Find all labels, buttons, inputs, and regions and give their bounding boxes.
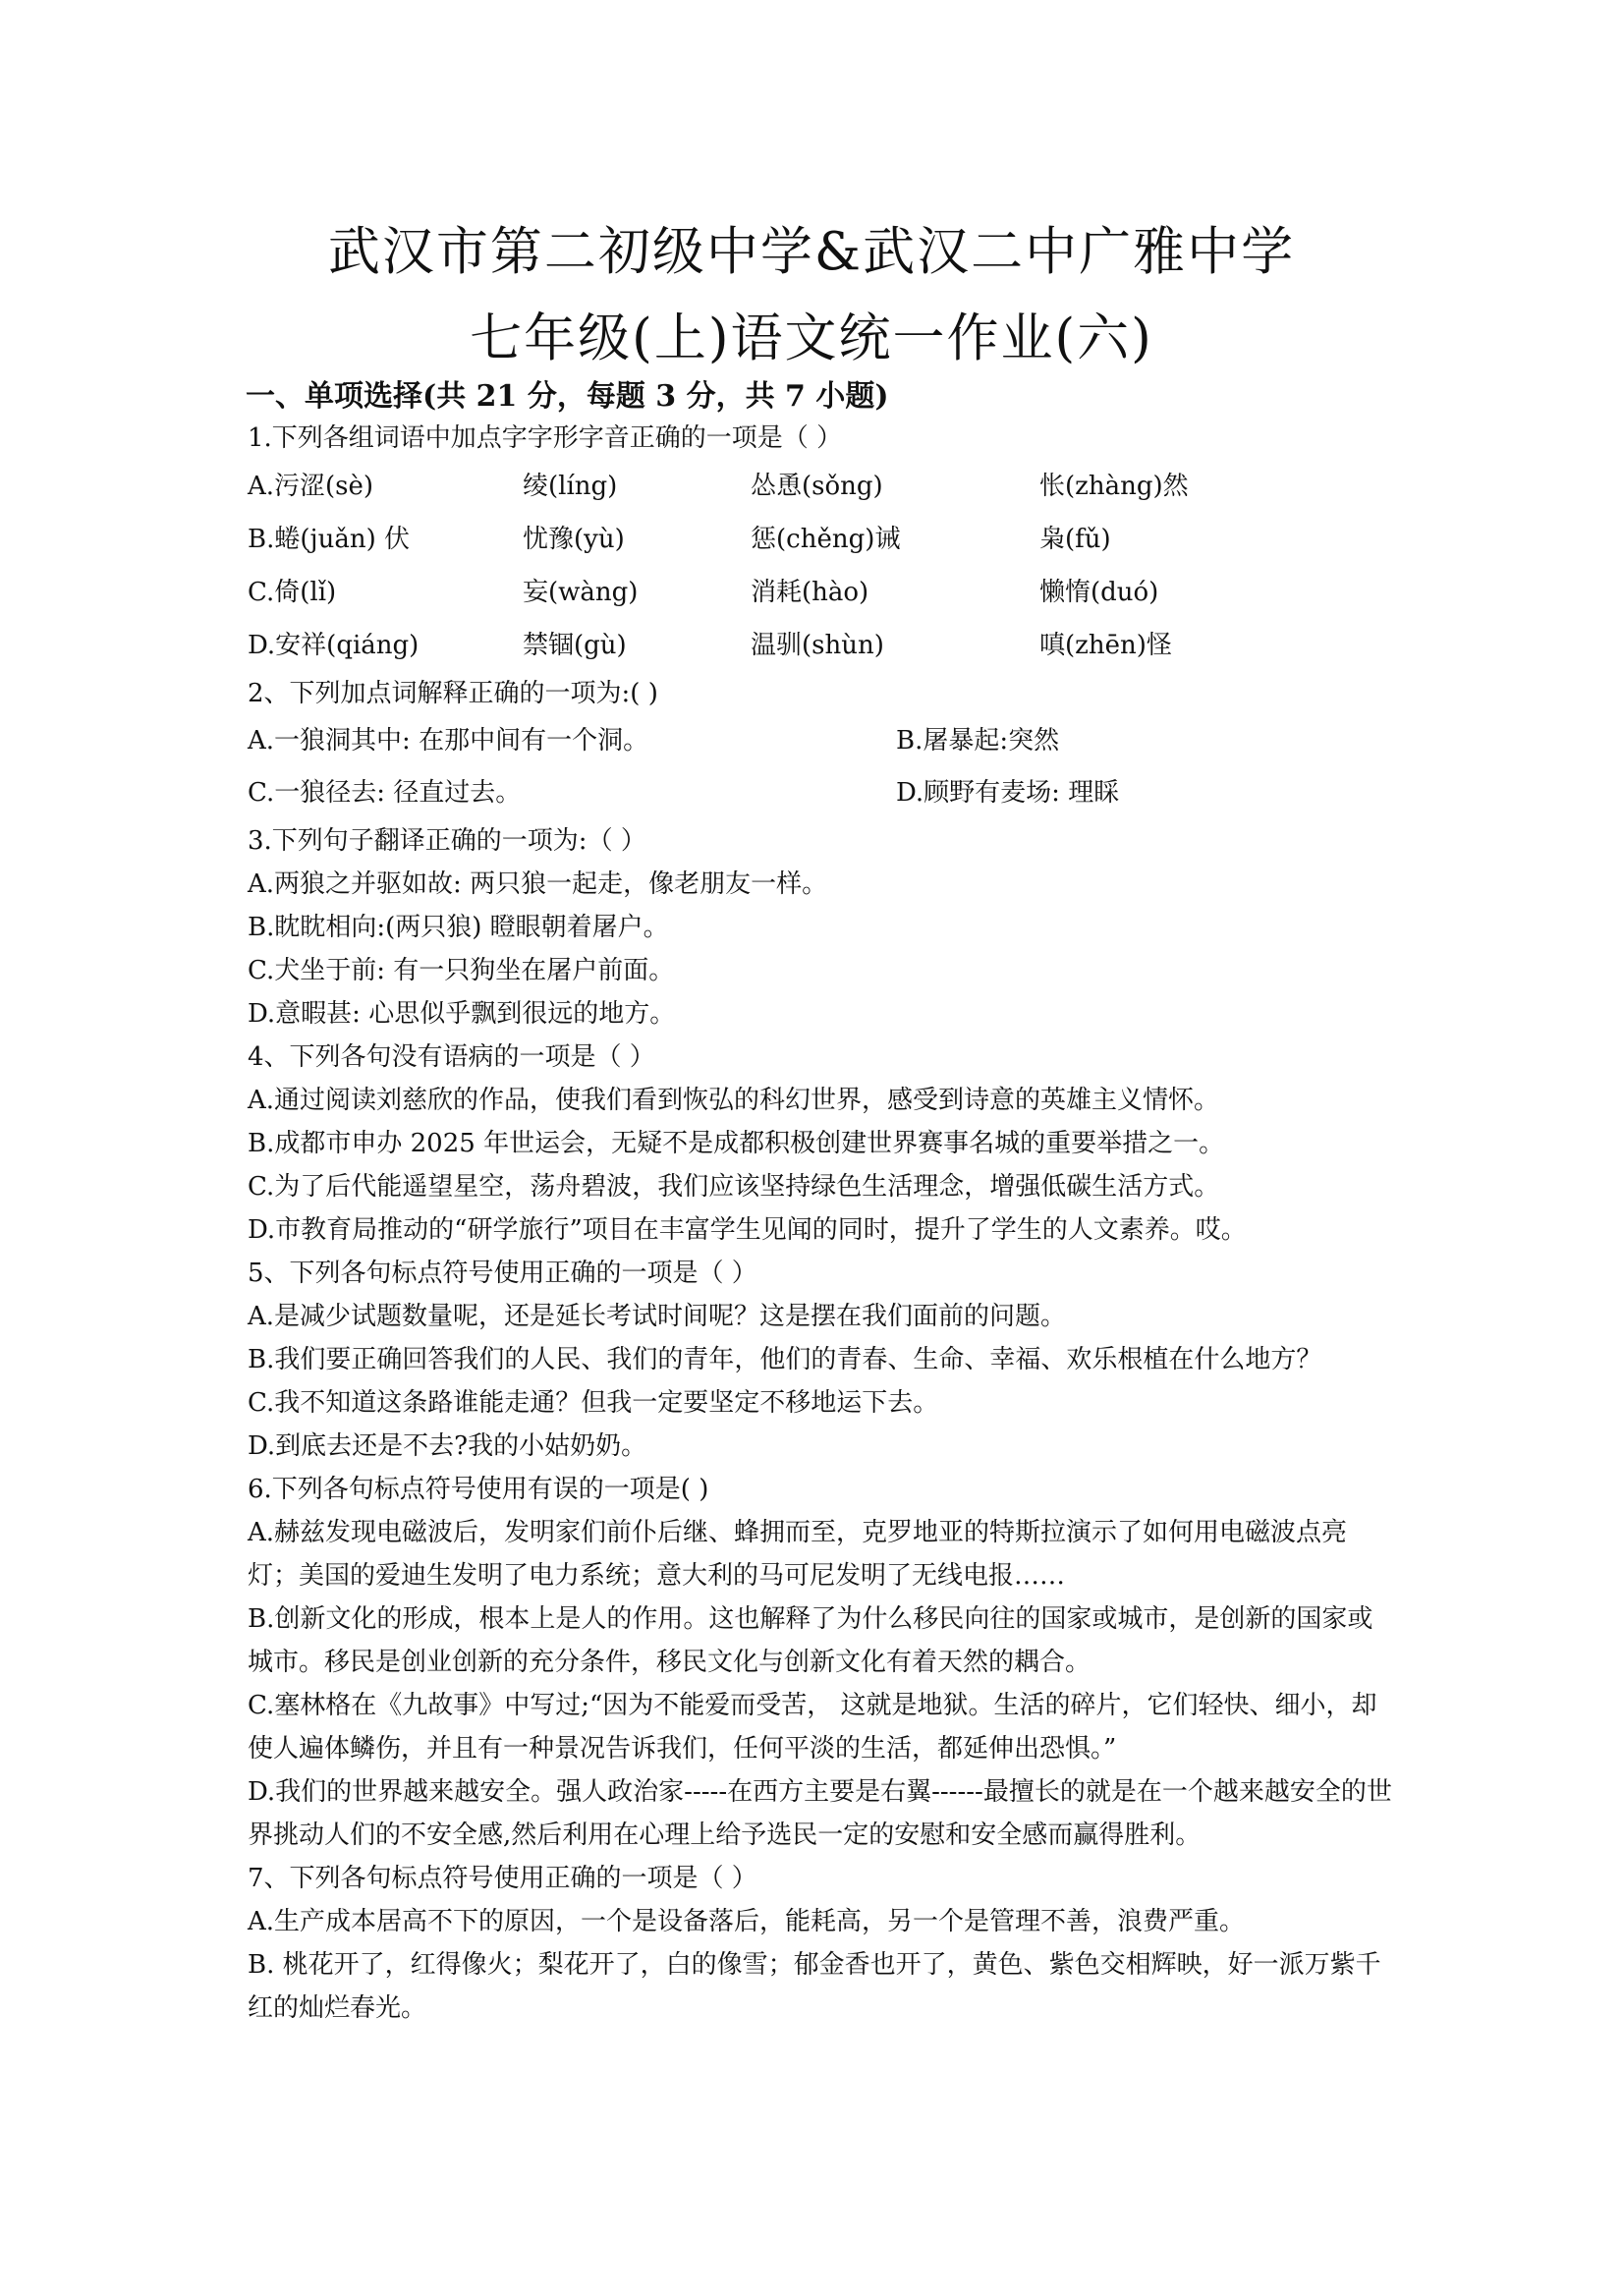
q2-option-a: A.一狼洞其中: 在那中间有一个洞。 (248, 726, 649, 756)
q5-option-c: C.我不知道这条路谁能走通？但我一定要坚定不移地运下去。 (248, 1388, 939, 1418)
q3-option-d: D.意暇甚: 心思似乎飘到很远的地方。 (248, 999, 676, 1029)
section-heading: 一、单项选择(共 21 分，每题 3 分，共 7 小题) (246, 379, 889, 414)
q4-option-b: B.成都市申办 2025 年世运会，无疑不是成都积极创建世界赛事名城的重要举措之一。 (248, 1129, 1225, 1158)
q1-c-1: C.倚(lǐ) (248, 578, 337, 607)
q1-options (248, 460, 1392, 672)
q1-b-4: 枭(fǔ) (1039, 525, 1111, 554)
q1-d-4: 嗔(zhēn)怪 (1039, 631, 1172, 660)
q6-stem: 6.下列各句标点符号使用有误的一项是( ) (248, 1475, 709, 1504)
q1-d-3: 温驯(shùn) (751, 631, 884, 660)
q2-stem: 2、下列加点词解释正确的一项为:( ) (248, 679, 658, 708)
q7-option-a: A.生产成本居高不下的原因，一个是设备落后，能耗高，另一个是管理不善，浪费严重。 (248, 1907, 1246, 1936)
q1-option-row-d (248, 619, 1392, 672)
q1-a-3: 怂恿(sǒng) (751, 472, 883, 501)
q1-a-2: 绫(líng) (523, 472, 618, 501)
q1-b-2: 忧豫(yù) (523, 525, 625, 554)
q3-option-c: C.犬坐于前: 有一只狗坐在屠户前面。 (248, 956, 675, 985)
q5-option-b: B.我们要正确回答我们的人民、我们的青年，他们的青春、生命、幸福、欢乐根植在什么地方？ (248, 1345, 1322, 1374)
q2-option-c: C.一狼径去: 径直过去。 (248, 778, 522, 808)
q1-d-2: 禁锢(gù) (523, 631, 627, 660)
question-list (248, 417, 1392, 2030)
q2-option-row-1 (248, 715, 1392, 767)
q3-option-b: B.眈眈相向:(两只狼) 瞪眼朝着屠户。 (248, 913, 669, 942)
q4-option-c: C.为了后代能遥望星空，荡舟碧波，我们应该坚持绿色生活理念，增强低碳生活方式。 (248, 1172, 1220, 1202)
q2-option-b: B.屠暴起:突然 (896, 726, 1060, 756)
q1-option-row-a (248, 460, 1392, 513)
q1-c-3: 消耗(hào) (751, 578, 869, 607)
q1-b-1: B.蜷(juǎn) 伏 (248, 525, 410, 554)
q7-option-b: B. 桃花开了，红得像火；梨花开了，白的像雪；郁金香也开了，黄色、紫色交相辉映，好一派万紫千红的灿烂春光。 (248, 1950, 1381, 2023)
q5-option-d: D.到底去还是不去?我的小姑奶奶。 (248, 1431, 647, 1461)
q1-option-row-b (248, 513, 1392, 566)
exam-title: 七年级(上)语文统一作业(六) (470, 308, 1153, 368)
q7-stem: 7、下列各句标点符号使用正确的一项是（ ） (248, 1864, 757, 1893)
q6-option-a: A.赫兹发现电磁波后，发明家们前仆后继、蜂拥而至，克罗地亚的特斯拉演示了如何用电磁波点亮灯；美国的爱迪生发明了电力系统；意大利的马可尼发明了无线电报…… (248, 1518, 1348, 1591)
q3-option-a: A.两狼之并驱如故: 两只狼一起走，像老朋友一样。 (248, 869, 828, 899)
q2-option-row-2 (248, 767, 1392, 819)
q1-a-4: 怅(zhàng)然 (1039, 472, 1189, 501)
q1-b-3: 惩(chěng)诫 (751, 525, 901, 554)
q3-stem: 3.下列句子翻译正确的一项为:（ ） (248, 826, 646, 856)
q6-option-d: D.我们的世界越来越安全。强人政治家-----在西方主要是右翼------最擅长的就是在一个越来越安全的世界挑动人们的不安全感,然后利用在心理上给予选民一定的安慰和安全感而赢得胜利。 (248, 1777, 1392, 1850)
q4-option-a: A.通过阅读刘慈欣的作品，使我们看到恢弘的科幻世界，感受到诗意的英雄主义情怀。 (248, 1086, 1220, 1115)
q4-stem: 4、下列各句没有语病的一项是（ ） (248, 1042, 655, 1072)
q4-option-d: D.市教育局推动的“研学旅行”项目在丰富学生见闻的同时，提升了学生的人文素养。哎。 (248, 1215, 1247, 1245)
q5-stem: 5、下列各句标点符号使用正确的一项是（ ） (248, 1259, 757, 1288)
q2-option-d: D.顾野有麦场: 理睬 (896, 778, 1120, 808)
q1-a-1: A.污涩(sè) (248, 472, 374, 501)
school-title: 武汉市第二初级中学&武汉二中广雅中学 (327, 222, 1296, 282)
q6-option-c: C.塞林格在《九故事》中写过;“因为不能爱而受苦， 这就是地狱。生活的碎片，它们轻快、细小，却使人遍体鳞伤，并且有一种景况告诉我们，任何平淡的生活，都延伸出恐惧。” (248, 1691, 1377, 1764)
q1-option-row-c (248, 566, 1392, 619)
q1-stem: 1.下列各组词语中加点字字形字音正确的一项是（ ） (248, 423, 843, 453)
q6-option-b: B.创新文化的形成，根本上是人的作用。这也解释了为什么移民向往的国家或城市，是创新的国家或城市。移民是创业创新的充分条件，移民文化与创新文化有着天然的耦合。 (248, 1604, 1373, 1677)
q1-c-4: 懒惰(duó) (1039, 578, 1159, 607)
q1-d-1: D.安祥(qiáng) (248, 631, 420, 660)
q1-c-2: 妄(wàng) (523, 578, 639, 607)
q5-option-a: A.是减少试题数量呢，还是延长考试时间呢？这是摆在我们面前的问题。 (248, 1302, 1067, 1331)
